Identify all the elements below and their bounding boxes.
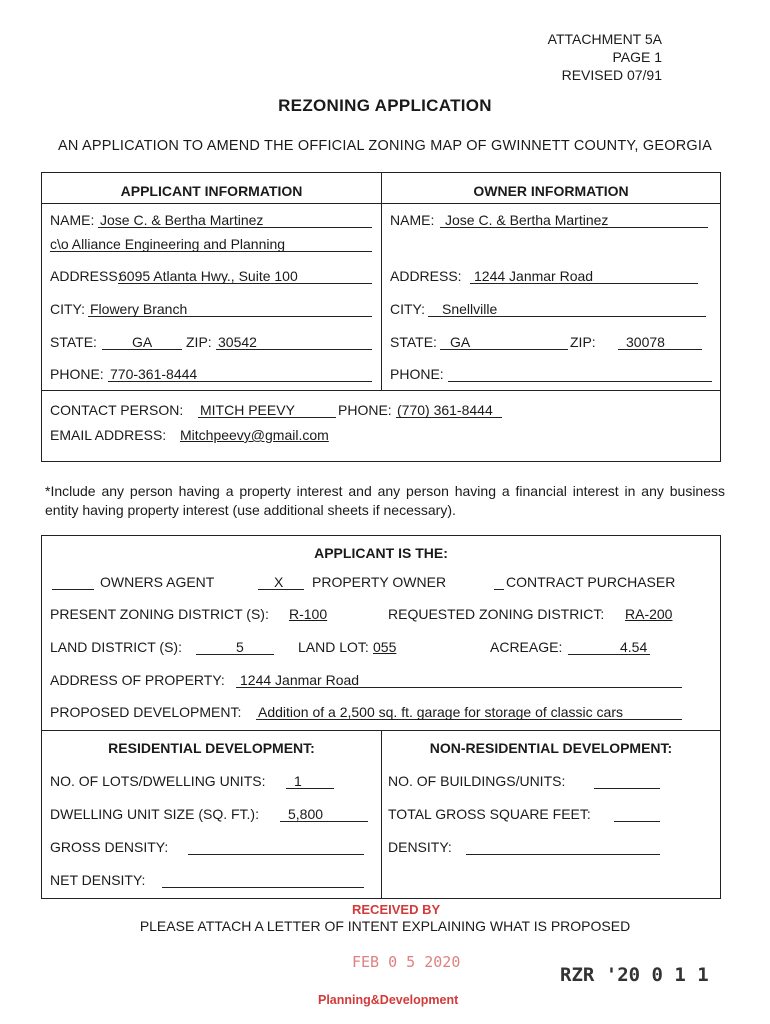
- owner-city: Snellville: [442, 301, 498, 317]
- applicant-address: 6095 Atlanta Hwy., Suite 100: [119, 268, 298, 284]
- owner-address-label: ADDRESS:: [390, 268, 462, 284]
- present-zoning[interactable]: R-100: [289, 606, 328, 622]
- lots-label: NO. OF LOTS/DWELLING UNITS:: [50, 773, 266, 789]
- applicant-city-label: CITY:: [50, 301, 86, 317]
- owner-address-field[interactable]: [470, 268, 698, 284]
- applicant-name2: c\o Alliance Engineering and Planning: [50, 236, 286, 252]
- requested-zoning[interactable]: RA-200: [625, 606, 673, 622]
- acreage-label: ACREAGE:: [490, 639, 563, 655]
- requested-zoning-label: REQUESTED ZONING DISTRICT:: [388, 606, 605, 622]
- owner-name-label: NAME:: [390, 212, 435, 228]
- owners-agent-checkbox[interactable]: [52, 574, 94, 590]
- gross-density-field[interactable]: [188, 839, 364, 855]
- contact-person-label: CONTACT PERSON:: [50, 402, 184, 418]
- gross-sqft-field[interactable]: [614, 806, 660, 822]
- contact-phone-label: PHONE:: [338, 402, 392, 418]
- buildings-label: NO. OF BUILDINGS/UNITS:: [388, 773, 566, 789]
- nonresidential-heading: NON-RESIDENTIAL DEVELOPMENT:: [429, 740, 673, 756]
- owner-address: 1244 Janmar Road: [474, 268, 594, 284]
- applicant-name: Jose C. & Bertha Martinez: [100, 212, 264, 228]
- gross-density-label: GROSS DENSITY:: [50, 839, 169, 855]
- applicant-address-field[interactable]: [118, 268, 372, 284]
- land-district: 5: [236, 639, 244, 655]
- owner-zip: 30078: [626, 334, 665, 350]
- contact-email-label: EMAIL ADDRESS:: [50, 427, 167, 443]
- owner-heading: OWNER INFORMATION: [473, 183, 629, 199]
- received-by-stamp: RECEIVED BY: [352, 902, 441, 917]
- residential-heading: RESIDENTIAL DEVELOPMENT:: [108, 740, 315, 756]
- planning-development-stamp: Planning&Development: [318, 993, 459, 1007]
- owner-city-label: CITY:: [390, 301, 426, 317]
- gross-sqft-label: TOTAL GROSS SQUARE FEET:: [388, 806, 591, 822]
- property-address-label: ADDRESS OF PROPERTY:: [50, 672, 225, 688]
- attachment-label: ATTACHMENT 5A: [547, 31, 662, 47]
- owner-state-label: STATE:: [390, 334, 437, 350]
- contact-phone-field[interactable]: [396, 402, 502, 418]
- page-title: REZONING APPLICATION: [278, 96, 492, 115]
- letter-of-intent-note: PLEASE ATTACH A LETTER OF INTENT EXPLAINING WHAT IS PROPOSED: [139, 918, 631, 934]
- contract-purchaser-checkbox[interactable]: [494, 574, 504, 590]
- date-stamp: FEB 0 5 2020: [352, 953, 461, 971]
- property-owner-label: PROPERTY OWNER: [312, 574, 447, 590]
- applicant-name-field[interactable]: [98, 212, 372, 228]
- applicant-city: Flowery Branch: [90, 301, 188, 317]
- lots-field[interactable]: [286, 773, 334, 789]
- buildings-field[interactable]: [594, 773, 660, 789]
- applicant-zip-label: ZIP:: [186, 334, 212, 350]
- density-field[interactable]: [466, 839, 660, 855]
- net-density-field[interactable]: [162, 872, 364, 888]
- property-address: 1244 Janmar Road: [240, 672, 360, 688]
- attachment-block: [548, 30, 662, 84]
- applicant-phone: 770-361-8444: [110, 366, 198, 382]
- owner-zip-field[interactable]: [618, 334, 702, 350]
- applicant-state-field[interactable]: [102, 334, 182, 350]
- applicant-state-label: STATE:: [50, 334, 97, 350]
- net-density-label: NET DENSITY:: [50, 872, 146, 888]
- applicant-name2-field[interactable]: [50, 236, 372, 252]
- applicant-zip-field[interactable]: [216, 334, 372, 350]
- applicant-city-field[interactable]: [88, 301, 372, 317]
- proposed-development-label: PROPOSED DEVELOPMENT:: [50, 704, 242, 720]
- applicant-phone-field[interactable]: [108, 366, 372, 382]
- interest-note: *Include any person having a property interest and any person having a financial interest in any business entity having property interest (use additional sheets if necessary).: [45, 483, 725, 518]
- property-owner-checkbox[interactable]: [258, 574, 304, 590]
- property-address-field[interactable]: [236, 672, 682, 688]
- applicant-is-heading: APPLICANT IS THE:: [314, 545, 448, 561]
- page-subtitle: AN APPLICATION TO AMEND THE OFFICIAL ZONING MAP OF GWINNETT COUNTY, GEORGIA: [58, 138, 712, 154]
- contact-person-field[interactable]: [198, 402, 336, 418]
- owner-name: Jose C. & Bertha Martinez: [445, 212, 609, 228]
- page-label: PAGE 1: [612, 49, 662, 65]
- unit-size-label: DWELLING UNIT SIZE (SQ. FT.):: [50, 806, 259, 822]
- owner-zip-label: ZIP:: [570, 334, 596, 350]
- land-lot[interactable]: 055: [373, 639, 397, 655]
- property-owner-mark: X: [274, 574, 284, 590]
- acreage: 4.54: [620, 639, 648, 655]
- owner-state-field[interactable]: [440, 334, 568, 350]
- owner-phone-field[interactable]: [448, 366, 712, 382]
- owner-state: GA: [450, 334, 471, 350]
- applicant-heading: APPLICANT INFORMATION: [120, 183, 303, 199]
- unit-size: 5,800: [288, 806, 324, 822]
- contact-phone: (770) 361-8444: [397, 402, 493, 418]
- proposed-development-field[interactable]: [256, 704, 682, 720]
- applicant-name-label: NAME:: [50, 212, 95, 228]
- land-district-field[interactable]: [196, 639, 274, 655]
- unit-size-field[interactable]: [280, 806, 368, 822]
- owner-city-field[interactable]: [428, 301, 706, 317]
- proposed-development: Addition of a 2,500 sq. ft. garage for storage of classic cars: [258, 704, 623, 720]
- owners-agent-label: OWNERS AGENT: [100, 574, 215, 590]
- owner-phone-label: PHONE:: [390, 366, 444, 382]
- present-zoning-label: PRESENT ZONING DISTRICT (S):: [50, 606, 269, 622]
- owner-name-field[interactable]: [440, 212, 708, 228]
- applicant-state: GA: [132, 334, 153, 350]
- contact-email[interactable]: Mitchpeevy@gmail.com: [180, 427, 329, 443]
- land-lot-label: LAND LOT:: [298, 639, 369, 655]
- land-district-label: LAND DISTRICT (S):: [50, 639, 182, 655]
- acreage-field[interactable]: [568, 639, 650, 655]
- contact-person: MITCH PEEVY: [200, 402, 295, 418]
- lots: 1: [294, 773, 302, 789]
- case-number: RZR '20 0 1 1: [560, 964, 709, 986]
- applicant-zip: 30542: [218, 334, 257, 350]
- applicant-address-label: ADDRESS:: [50, 268, 122, 284]
- density-label: DENSITY:: [388, 839, 452, 855]
- contract-purchaser-label: CONTRACT PURCHASER: [506, 574, 676, 590]
- revised-label: REVISED 07/91: [561, 67, 662, 83]
- applicant-phone-label: PHONE:: [50, 366, 104, 382]
